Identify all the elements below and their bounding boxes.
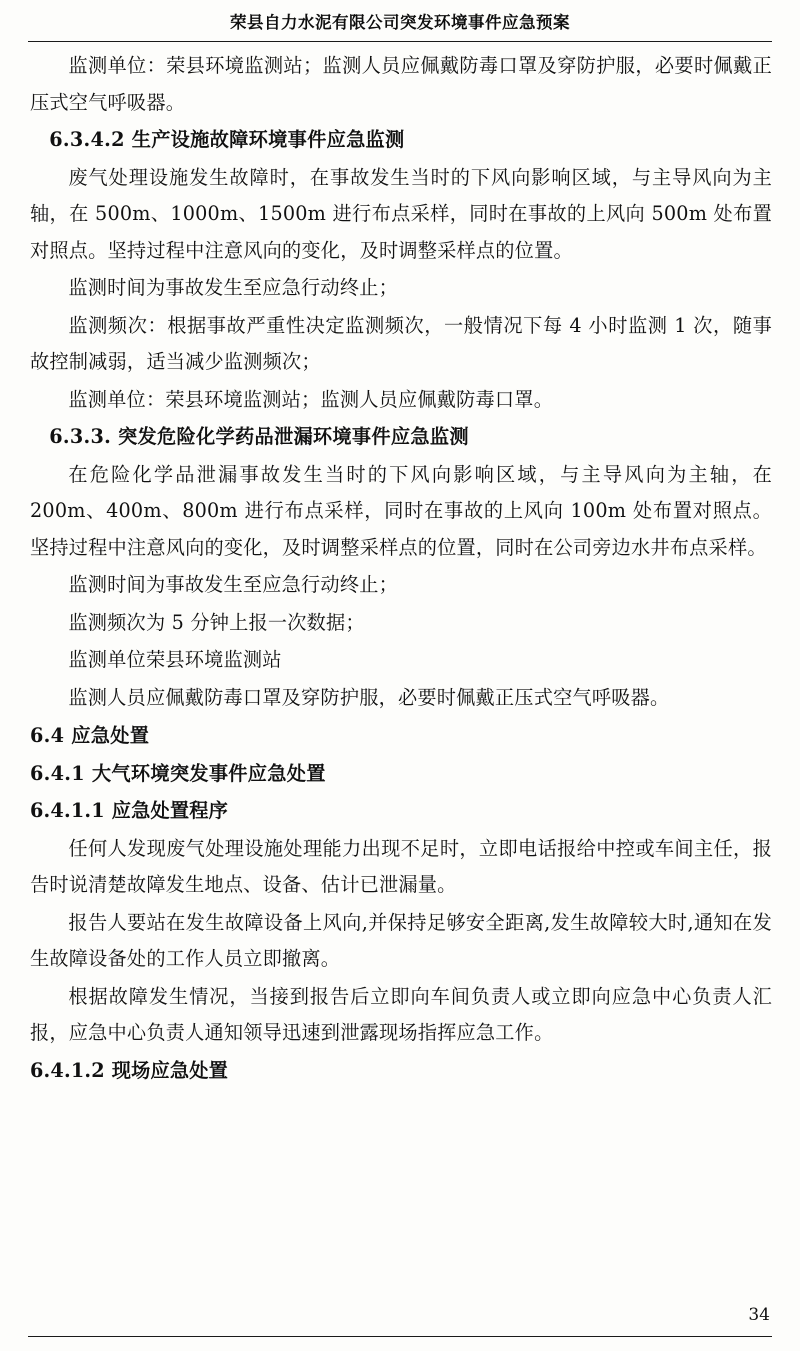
footer-divider (28, 1336, 772, 1337)
heading-6-4-1-2: 6.4.1.2 现场应急处置 (30, 1058, 229, 1082)
paragraph-chemical-leak-monitoring: 在危险化学品泄漏事故发生当时的下风向影响区域，与主导风向为主轴，在 200m、400m、800m 进行布点采样，同时在事故的上风向 100m 处布置对照点。坚持过程中注意风向的变化，及时调整采样点的位置，同时在公司旁边水井布点采样。 (30, 462, 772, 559)
paragraph-personnel-protection: 监测人员应佩戴防毒口罩及穿防护服，必要时佩戴正压式空气呼吸器。 (68, 685, 670, 709)
heading-6-3-4-2: 6.3.4.2 生产设施故障环境事件应急监测 (49, 128, 405, 151)
paragraph-report-procedure: 任何人发现废气处理设施处理能力出现不足时，立即电话报给中控或车间主任，报告时说清楚故障发生地点、设备、估计已泄漏量。 (30, 836, 772, 896)
header-divider (28, 41, 772, 42)
heading-6-3-3: 6.3.3. 突发危险化学药品泄漏环境事件应急监测 (49, 425, 469, 448)
header-title: 荣县自力水泥有限公司突发环境事件应急预案 (230, 13, 570, 32)
document-body (30, 48, 772, 1291)
paragraph-exhaust-facility-failure: 废气处理设施发生故障时，在事故发生当时的下风向影响区域，与主导风向为主轴，在 500m、1000m、1500m 进行布点采样，同时在事故的上风向 500m 处布置对照点。坚持过程中注意风向的变化，及时调整采样点的位置。 (30, 165, 772, 262)
paragraph-monitoring-unit-2: 监测单位：荣县环境监测站；监测人员应佩戴防毒口罩。 (68, 387, 554, 411)
page-header (0, 0, 800, 42)
paragraph-reporter-position: 报告人要站在发生故障设备上风向,并保持足够安全距离,发生故障较大时,通知在发生故障设备处的工作人员立即撤离。 (30, 910, 772, 970)
paragraph-escalation: 根据故障发生情况，当接到报告后立即向车间负责人或立即向应急中心负责人汇报，应急中心负责人通知领导迅速到泄露现场指挥应急工作。 (30, 984, 772, 1044)
paragraph-monitoring-unit-3: 监测单位荣县环境监测站 (68, 648, 282, 671)
paragraph-monitoring-time-1: 监测时间为事故发生至应急行动终止； (68, 276, 398, 299)
paragraph-monitoring-time-2: 监测时间为事故发生至应急行动终止； (68, 573, 398, 596)
paragraph-monitoring-frequency-2: 监测频次为 5 分钟上报一次数据； (68, 610, 365, 634)
heading-6-4-1-1: 6.4.1.1 应急处置程序 (30, 799, 229, 822)
heading-6-4-1: 6.4.1 大气环境突发事件应急处置 (30, 761, 326, 785)
paragraph-monitoring-frequency-1: 监测频次：根据事故严重性决定监测频次，一般情况下每 4 小时监测 1 次，随事故控制减弱，适当减少监测频次； (30, 313, 772, 373)
paragraph-monitoring-unit-1: 监测单位：荣县环境监测站；监测人员应佩戴防毒口罩及穿防护服，必要时佩戴正压式空气呼吸器。 (30, 54, 772, 114)
page-number: 34 (748, 1305, 770, 1325)
heading-6-4: 6.4 应急处置 (30, 724, 150, 747)
